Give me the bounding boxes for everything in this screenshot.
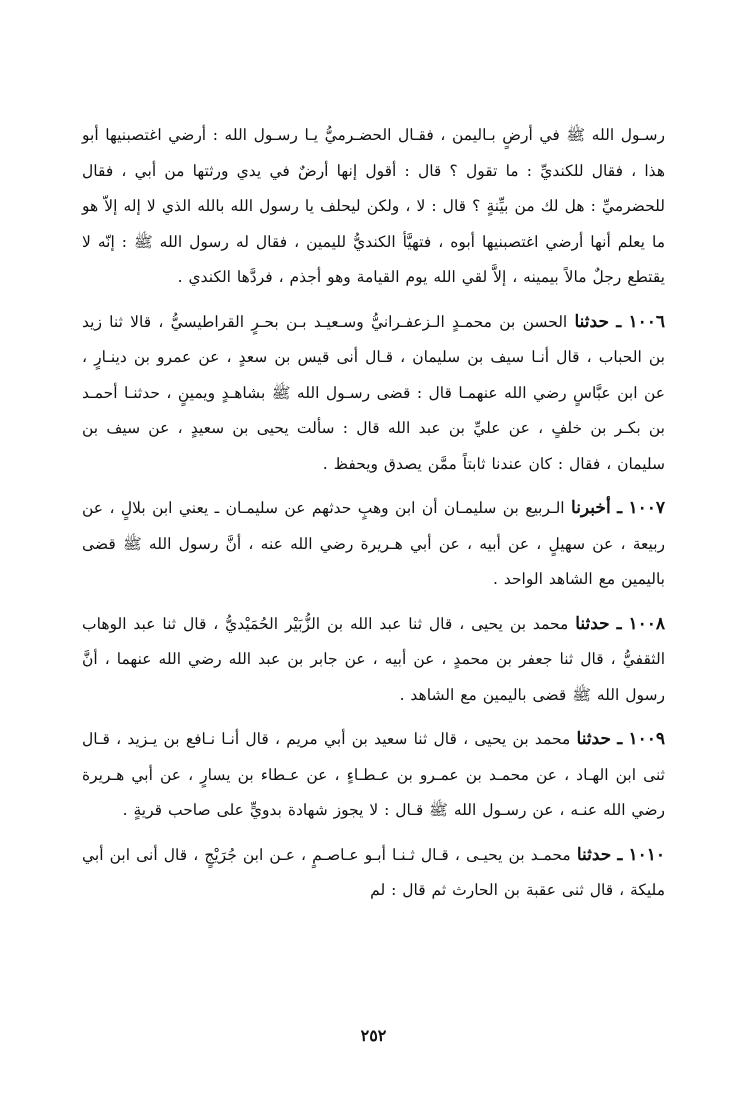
continuation-text: رسـول الله ﷺ في أرضٍ بـاليمن ، فقـال الحضـرميُّ يـا رسـول الله : أرضي اغتصبنيها أبو هذا ، فقال للكنديِّ : ما تقول ؟ قال : أقول إنها أرضٌ في يدي ورثتها من أبي ، فقال للحضرميِّ : هل لك من بيِّنةٍ ؟ قال : لا ، ولكن ليحلف يا رسول الله بالله الذي لا إله إلاّ هو ما يعلم أنها أرضي اغتصبنيها أبوه ، فتهيَّأ الكنديُّ لليمين ، فقال له رسول الله ﷺ : إنّه لا يقتطع رجلٌ مالاً بيمينه ، إلاَّ لقي الله يوم القيامة وهو أجذم ، فردَّها الكندي . (82, 126, 665, 286)
page-number: ٢٥٢ (360, 1026, 387, 1045)
hadith-1006 (82, 305, 665, 483)
hadith-verb: حدثنا (574, 311, 609, 332)
hadith-1009 (82, 722, 665, 829)
hadith-text: محمد بن يحيى ، قال ثنا سعيد بن أبي مريم ، قال أنـا نـافع بن يـزيد ، قـال ثنى ابن الهـاد ، عن محمـد بن عمـرو بن عـطـاءٍ ، عن عـطاء بن يسارٍ ، عن أبي هـريرة رضي الله عنـه ، عن رسـول الله ﷺ قـال : لا يجوز شهادة بدويٍّ على صاحب قريةٍ . (82, 730, 665, 819)
hadith-1008 (82, 607, 665, 714)
hadith-text: محمـد بن يحيـى ، قـال ثـنـا أبـو عـاصـمٍ ، عـن ابن جُرَيْجٍ ، قال أنى ابن أبي مليكة ، قال ثنى عقبة بن الحارث ثم قال : لم (82, 845, 665, 899)
hadith-number: ١٠٠٩ (628, 729, 665, 749)
hadith-dash: ـ (616, 613, 622, 634)
hadith-dash: ـ (617, 844, 623, 865)
hadith-number: ١٠٠٦ (628, 311, 665, 332)
hadith-text: الـربيع بن سليمـان أن ابن وهبٍ حدثهم عن سليمـان ـ يعني ابن بلالٍ ، عن ربيعة ، عن سهيلٍ ، عن أبيه ، عن أبي هـريرة رضي الله عنه ، أنَّ رسول الله ﷺ قضى باليمين مع الشاهد الواحد . (82, 499, 665, 588)
hadith-number: ١٠٠٧ (628, 498, 665, 518)
hadith-verb: أخبرنا (571, 498, 611, 518)
hadith-dash: ـ (616, 311, 622, 332)
hadith-text: الحسن بن محمـدٍ الـزعفـرانيُّ وسـعيـد بـن بحـرٍ القراطيسيُّ ، قالا ثنا زيد بن الحباب ، قال أنـا سيف بن سليمان ، قـال أنى قيس بن سعدٍ ، عن عمرو بن دينـارٍ ، عن ابن عبَّاسٍ رضي الله عنهمـا قال : قضى رسـول الله ﷺ بشاهـدٍ ويمينٍ ، حدثنـا أحمـد بن بكـر بن خلفٍ ، عن عليِّ بن عبد الله قال : سألت يحيى بن سعيدٍ ، عن سيف بن سليمان ، فقال : كان عندنا ثابتاً ممَّن يصدق ويحفظ . (82, 312, 665, 473)
hadith-verb: حدثنا (575, 613, 610, 634)
hadith-number: ١٠١٠ (628, 844, 665, 865)
hadith-verb: حدثنا (576, 729, 611, 749)
hadith-1007 (82, 491, 665, 598)
hadith-number: ١٠٠٨ (628, 613, 665, 634)
hadith-verb: حدثنا (576, 844, 612, 865)
hadith-dash: ـ (617, 498, 623, 518)
hadith-1010 (82, 838, 665, 909)
hadith-text: محمد بن يحيى ، قال ثنا عبد الله بن الزُّبَيْر الحُمَيْديُّ ، قال ثنا عبد الوهاب الثقفيُّ ، قال ثنا جعفر بن محمدٍ ، عن أبيه ، عن جابر بن عبد الله رضي الله عنهما ، أنَّ رسول الله ﷺ قضى باليمين مع الشاهد . (82, 614, 665, 704)
continuation-paragraph (82, 118, 665, 296)
page-body (82, 118, 665, 909)
hadith-dash: ـ (617, 729, 623, 749)
